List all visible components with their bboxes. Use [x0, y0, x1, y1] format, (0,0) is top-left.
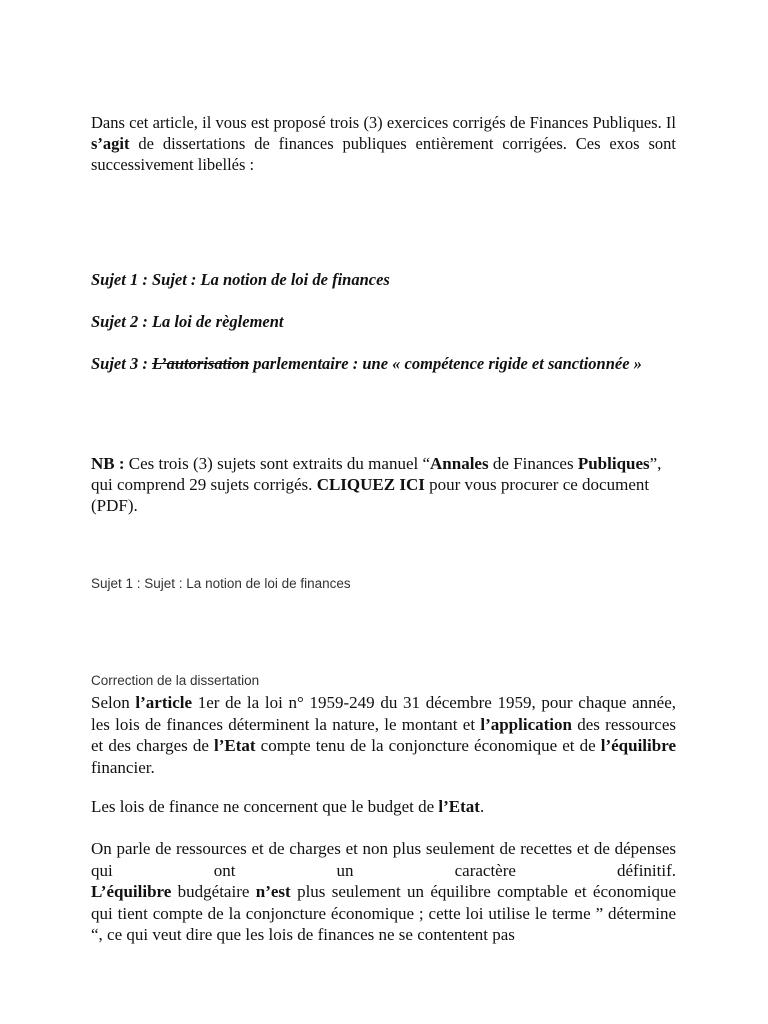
cliquez-ici-link[interactable]: CLIQUEZ ICI	[316, 475, 425, 494]
intro-bold: s’agit	[91, 134, 130, 153]
section-title: Sujet 1 : Sujet : La notion de loi de finances	[91, 576, 351, 591]
correction-title: Correction de la dissertation	[91, 673, 260, 688]
subject-3: Sujet 3 : L’autorisation parlementaire : une « compétence rigide et sanctionnée »	[91, 354, 642, 373]
paragraph-2: Les lois de finance ne concernent que le budget de l’Etat.	[91, 797, 485, 816]
nb-paragraph: NB : Ces trois (3) sujets sont extraits du manuel “Annales de Finances Publiques”, qui comprend 29 sujets corrigés. CLIQUEZ ICI pour vous procurer ce document (PDF).	[91, 454, 662, 515]
strikethrough-word: L’autorisation	[151, 354, 250, 373]
subject-1: Sujet 1 : Sujet : La notion de loi de finances	[91, 270, 390, 289]
intro-text: Dans cet article, il vous est proposé trois (3) exercices corrigés de Finances Publiques. Il	[91, 113, 676, 132]
intro-paragraph	[91, 112, 676, 175]
paragraph-1: Selon l’article 1er de la loi n° 1959-249 du 31 décembre 1959, pour chaque année, les lois de finances déterminent la nature, le montant et l’application des ressources et des charges de l’Etat compte tenu de la conjoncture économique et de l’équilibre financier.	[91, 693, 676, 777]
paragraph-3: L’équilibre budgétaire n’est plus seulement un équilibre comptable et économique qui tient compte de la conjoncture économique ; cette loi utilise le terme ” détermine “, ce qui veut dire que les lois de finances ne se contentent pas	[91, 882, 676, 944]
intro-text-end: de dissertations de finances publiques entièrement corrigées. Ces exos sont successivement libellés :	[91, 134, 676, 174]
subject-2: Sujet 2 : La loi de règlement	[91, 312, 284, 331]
nb-label: NB :	[91, 454, 125, 473]
paragraph-3-line-1: On parle de ressources et de charges et non plus seulement de recettes et de dépenses qui ont un caractère définitif.	[91, 839, 676, 880]
